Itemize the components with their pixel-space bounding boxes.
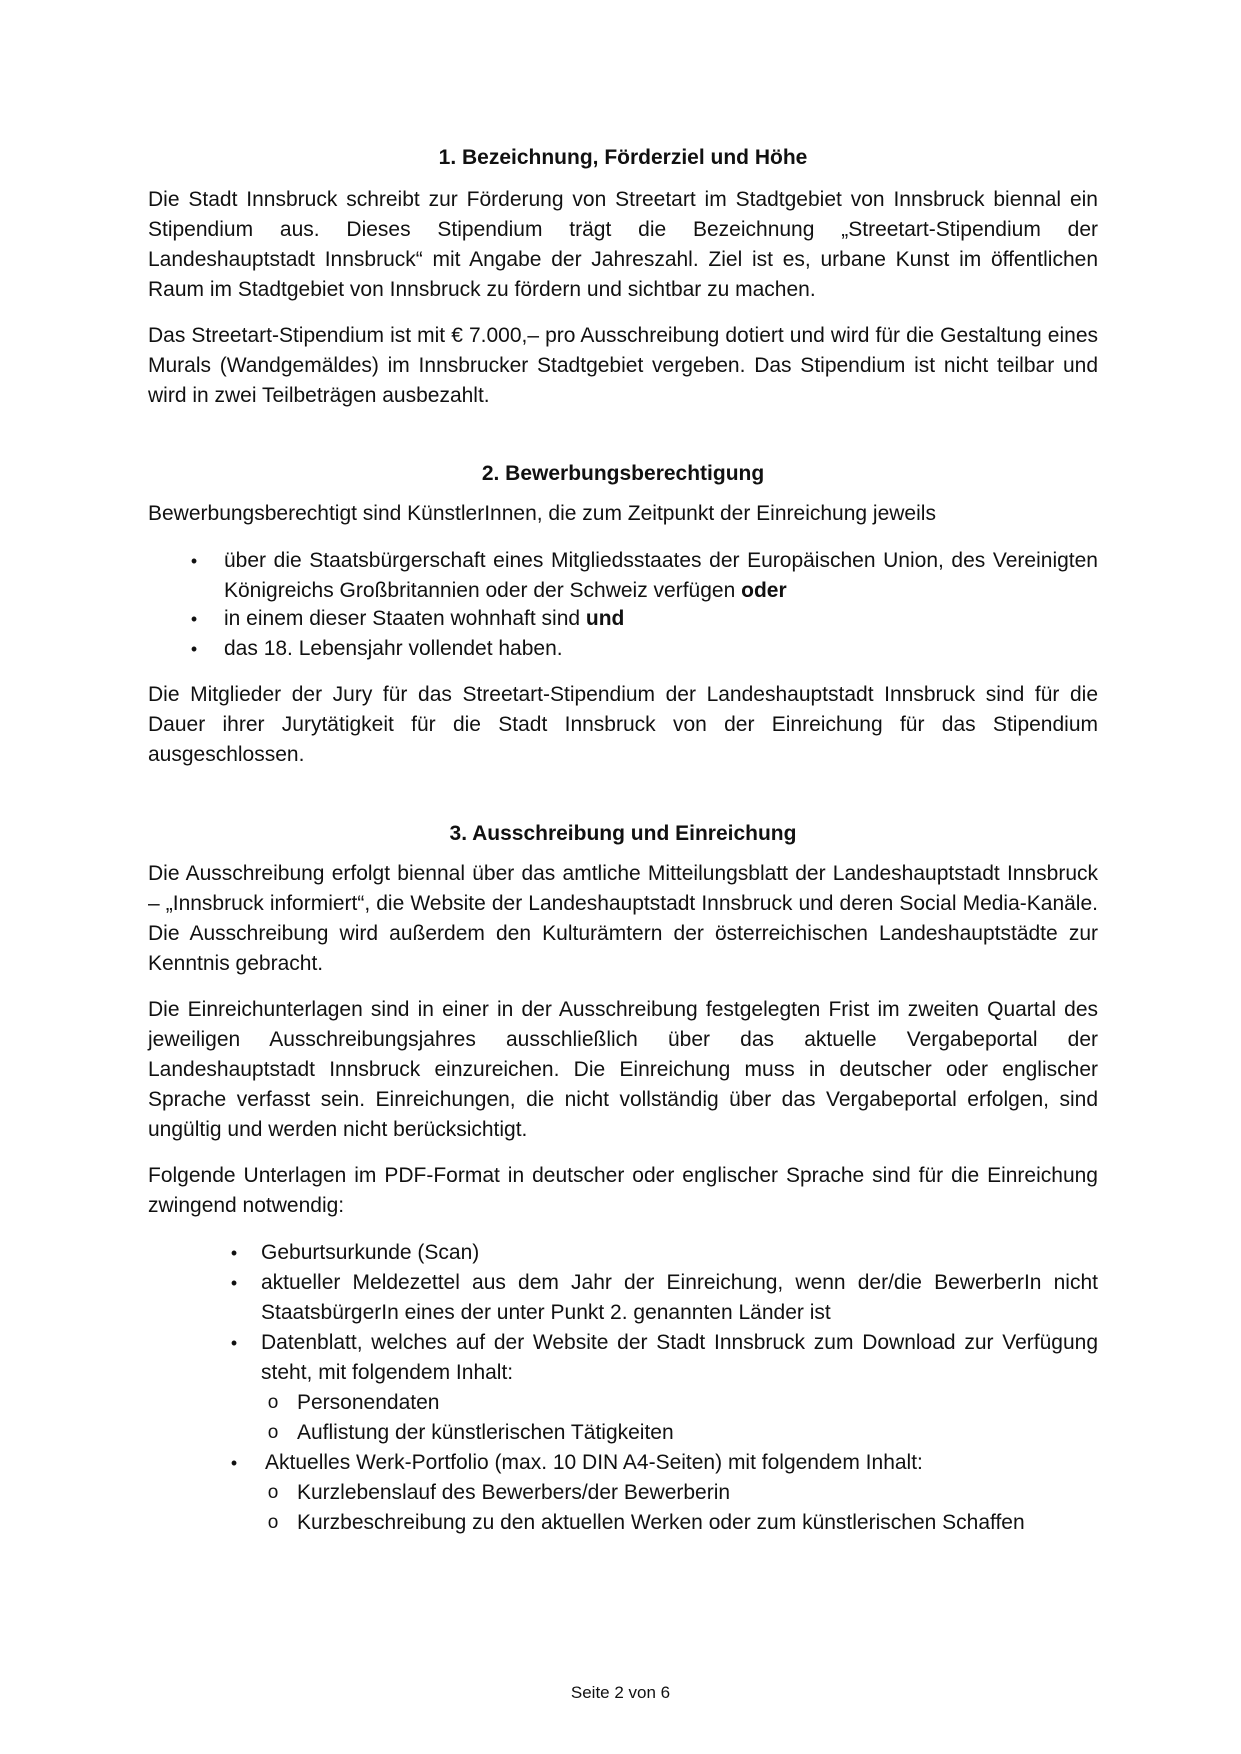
section-2-intro: Bewerbungsberechtigt sind KünstlerInnen, die zum Zeitpunkt der Einreichung jeweils (148, 502, 936, 525)
section-3-paragraph-1: Die Ausschreibung erfolgt biennal über das amtliche Mitteilungsblatt der Landeshauptstadt Innsbruck – „Innsbruck informiert“, die Website der Landeshauptstadt Innsbruck und deren Social Media-Kanäle. Die Ausschreibung wird außerdem den Kulturämtern der österreichischen Landeshauptstädte zur Kenntnis gebracht. (148, 862, 1098, 975)
section-heading-1: 1. Bezeichnung, Förderziel und Höhe (438, 146, 808, 169)
sub-list-item: o Personendaten (221, 1388, 1098, 1418)
bullet-marker: • (230, 1333, 238, 1353)
bullet-marker: • (190, 551, 198, 571)
bullet-marker: • (190, 639, 198, 659)
documents-list (148, 1238, 1098, 1538)
section-1-paragraph-2: Das Streetart-Stipendium ist mit € 7.000,– pro Ausschreibung dotiert und wird für die Gestaltung eines Murals (Wandgemäldes) im Innsbrucker Stadtgebiet vergeben. Das Stipendium ist nicht teilbar und wird in zwei Teilbeträgen ausbezahlt. (148, 324, 1098, 407)
list-item: • aktueller Meldezettel aus dem Jahr der Einreichung, wenn der/die BewerberIn nicht StaatsbürgerIn eines der unter Punkt 2. genannten Länder ist (148, 1268, 1098, 1328)
list-item: • Aktuelles Werk-Portfolio (max. 10 DIN A4-Seiten) mit folgendem Inhalt: o Kurzlebenslauf des Bewerbers/der Bewerberin o Kurzbeschreibung zu den aktuellen Werken oder zum künstlerischen Schaffen (148, 1448, 1098, 1538)
list-item: • über die Staatsbürgerschaft eines Mitgliedsstaates der Europäischen Union, des Vereinigten Königreichs Großbritannien oder der Schweiz verfügen oder (148, 546, 1098, 606)
sub-list-item: o Kurzlebenslauf des Bewerbers/der Bewerberin (221, 1478, 1098, 1508)
sub-list-item: o Auflistung der künstlerischen Tätigkeiten (221, 1418, 1098, 1448)
sub-list (261, 1388, 1098, 1448)
page-number: Seite 2 von 6 (570, 1683, 671, 1702)
sub-list (261, 1478, 1098, 1538)
list-item: • das 18. Lebensjahr vollendet haben. (148, 634, 1098, 664)
section-2-closing: Die Mitglieder der Jury für das Streetart-Stipendium der Landeshauptstadt Innsbruck sind für die Dauer ihrer Jurytätigkeit für die Stadt Innsbruck von der Einreichung für das Stipendium ausgeschlossen. (148, 683, 1098, 766)
sub-bullet-marker: o (267, 1512, 279, 1533)
section-heading-2: 2. Bewerbungsberechtigung (481, 462, 765, 485)
section-3-paragraph-3: Folgende Unterlagen im PDF-Format in deutscher oder englischer Sprache sind für die Einreichung zwingend notwendig: (148, 1164, 1098, 1217)
sub-bullet-marker: o (267, 1482, 279, 1503)
bullet-marker: • (230, 1273, 238, 1293)
sub-bullet-marker: o (267, 1422, 279, 1443)
list-item: • in einem dieser Staaten wohnhaft sind und (148, 604, 1098, 634)
section-heading-3: 3. Ausschreibung und Einreichung (449, 822, 797, 845)
sub-list-item: o Kurzbeschreibung zu den aktuellen Werken oder zum künstlerischen Schaffen (221, 1508, 1098, 1538)
bullet-marker: • (230, 1453, 238, 1473)
list-item: • Datenblatt, welches auf der Website der Stadt Innsbruck zum Download zur Verfügung steht, mit folgendem Inhalt: o Personendaten o Auflistung der künstlerischen Tätigkeiten (148, 1328, 1098, 1448)
eligibility-list (148, 546, 1098, 664)
section-3-paragraph-2: Die Einreichunterlagen sind in einer in der Ausschreibung festgelegten Frist im zweiten Quartal des jeweiligen Ausschreibungsjahres ausschließlich über das aktuelle Vergabeportal der Landeshauptstadt Innsbruck einzureichen. Die Einreichung muss in deutscher oder englischer Sprache verfasst sein. Einreichungen, die nicht vollständig über das Vergabeportal erfolgen, sind ungültig und werden nicht berücksichtigt. (148, 998, 1098, 1141)
bullet-marker: • (190, 609, 198, 629)
bullet-marker: • (230, 1243, 238, 1263)
list-item: • Geburtsurkunde (Scan) (148, 1238, 1098, 1268)
page-content (148, 143, 1098, 1538)
section-1-paragraph-1: Die Stadt Innsbruck schreibt zur Förderung von Streetart im Stadtgebiet von Innsbruck biennal ein Stipendium aus. Dieses Stipendium trägt die Bezeichnung „Streetart-Stipendium der Landeshauptstadt Innsbruck“ mit Angabe der Jahreszahl. Ziel ist es, urbane Kunst im öffentlichen Raum im Stadtgebiet von Innsbruck zu fördern und sichtbar zu machen. (148, 188, 1098, 301)
sub-bullet-marker: o (267, 1392, 279, 1413)
